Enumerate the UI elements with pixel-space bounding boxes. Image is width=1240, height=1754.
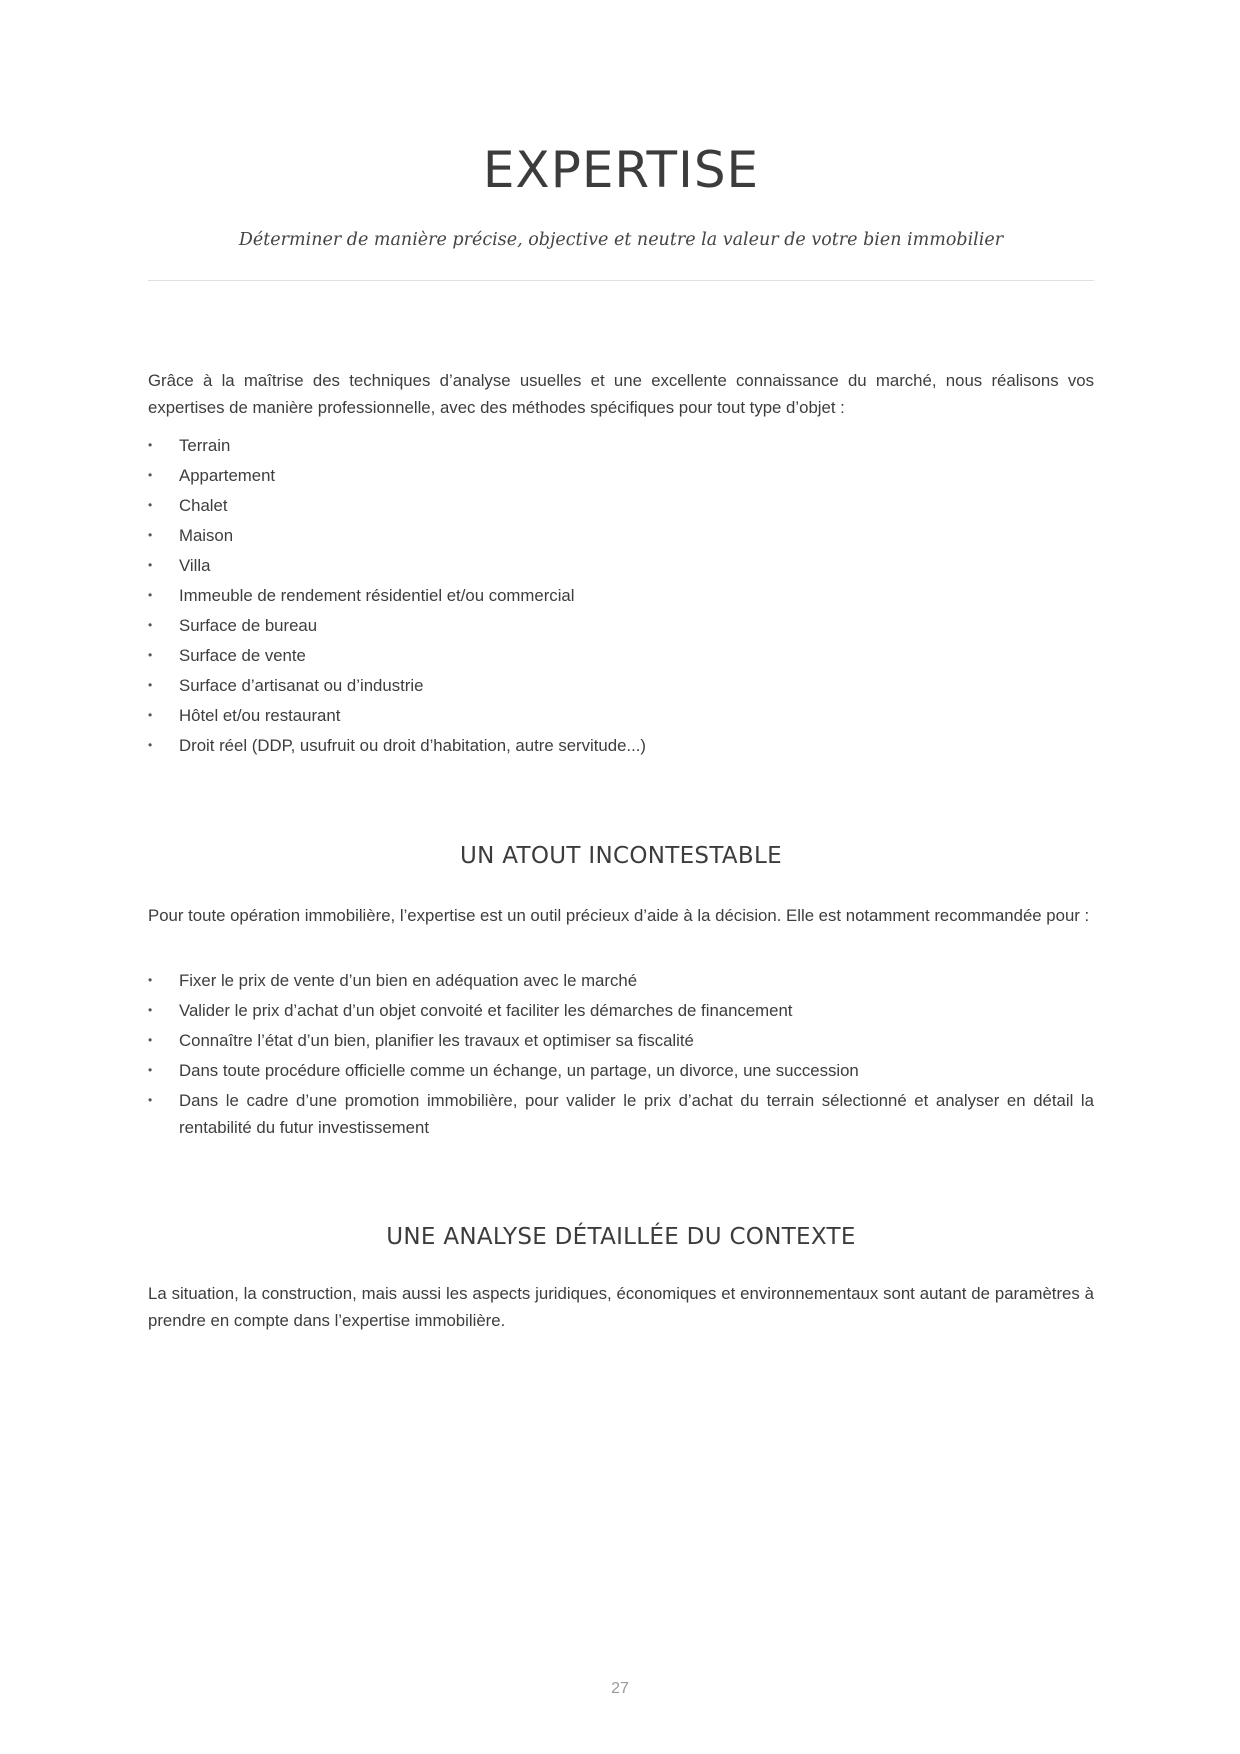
list-item: • Surface de bureau [148, 612, 1094, 639]
header-divider [148, 280, 1094, 281]
object-type-list [148, 432, 1094, 762]
list-item: • Appartement [148, 462, 1094, 489]
bullet-icon: • [148, 1063, 153, 1077]
bullet-icon: • [148, 738, 153, 752]
bullet-icon: • [148, 678, 153, 692]
bullet-icon: • [148, 648, 153, 662]
bullet-icon: • [148, 558, 153, 572]
list-item: • Fixer le prix de vente d’un bien en adéquation avec le marché [148, 967, 1094, 994]
bullet-icon: • [148, 1033, 153, 1047]
list-item: • Surface d’artisanat ou d’industrie [148, 672, 1094, 699]
list-item: • Valider le prix d’achat d’un objet convoité et faciliter les démarches de financement [148, 997, 1094, 1024]
bullet-icon: • [148, 438, 153, 452]
list-item: • Terrain [148, 432, 1094, 459]
list-item: • Chalet [148, 492, 1094, 519]
list-item: • Maison [148, 522, 1094, 549]
list-item: • Dans toute procédure officielle comme un échange, un partage, un divorce, une succession [148, 1057, 1094, 1084]
bullet-icon: • [148, 708, 153, 722]
list-item: • Immeuble de rendement résidentiel et/ou commercial [148, 582, 1094, 609]
list-item: • Surface de vente [148, 642, 1094, 669]
use-case-list [148, 967, 1094, 1144]
list-item: • Villa [148, 552, 1094, 579]
page-title: EXPERTISE [482, 141, 760, 199]
page-subtitle: Déterminer de manière précise, objective et neutre la valeur de votre bien immobilier [238, 230, 1004, 250]
bullet-icon: • [148, 1003, 153, 1017]
section-title-atout: UN ATOUT INCONTESTABLE [460, 843, 782, 869]
page-number: 27 [611, 1680, 629, 1697]
list-item: • Hôtel et/ou restaurant [148, 702, 1094, 729]
analyse-paragraph: La situation, la construction, mais aussi les aspects juridiques, économiques et environnementaux sont autant de paramètres à prendre en compte dans l’expertise immobilière. [148, 1284, 1094, 1330]
bullet-icon: • [148, 973, 153, 987]
atout-paragraph: Pour toute opération immobilière, l’expertise est un outil précieux d’aide à la décision. Elle est notamment recommandée pour : [148, 906, 1090, 925]
list-item: • Dans le cadre d’une promotion immobilière, pour valider le prix d’achat du terrain sélectionné et analyser en détail la rentabilité du futur investissement [148, 1087, 1094, 1141]
bullet-icon: • [148, 588, 153, 602]
intro-paragraph: Grâce à la maîtrise des techniques d’analyse usuelles et une excellente connaissance du marché, nous réalisons vos expertises de manière professionnelle, avec des méthodes spécifiques pour tout type d’objet : [148, 371, 1094, 417]
section-title-analyse: UNE ANALYSE DÉTAILLÉE DU CONTEXTE [386, 1224, 856, 1250]
bullet-icon: • [148, 468, 153, 482]
list-item: • Connaître l’état d’un bien, planifier les travaux et optimiser sa fiscalité [148, 1027, 1094, 1054]
bullet-icon: • [148, 528, 153, 542]
list-item: • Droit réel (DDP, usufruit ou droit d’habitation, autre servitude...) [148, 732, 1094, 759]
bullet-icon: • [148, 1093, 153, 1107]
bullet-icon: • [148, 618, 153, 632]
bullet-icon: • [148, 498, 153, 512]
